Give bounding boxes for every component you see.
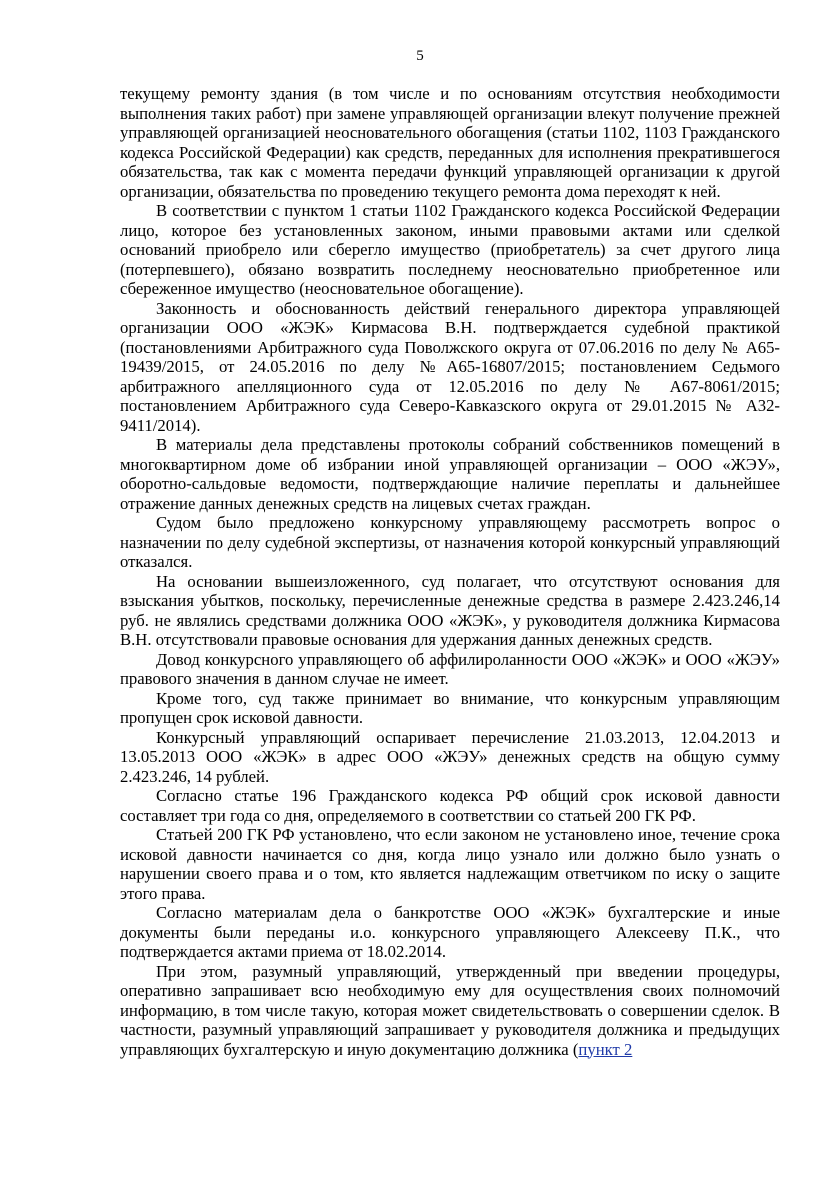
paragraph: Довод конкурсного управляющего об аффилироланности ООО «ЖЭК» и ООО «ЖЭУ» правового значения в данном случае не имеет. (120, 649, 780, 688)
law-reference-link[interactable]: пункт 2 (578, 1039, 633, 1059)
paragraph: Кроме того, суд также принимает во внимание, что конкурсным управляющим пропущен срок исковой давности. (120, 688, 780, 727)
last-paragraph-text: При этом, разумный управляющий, утвержденный при введении процедуры, оперативно запрашивает всю необходимую ему для осуществления своих полномочий информацию, в том числе такую, которая может свидетельствовать о совершении сделок. В частности, разумный управляющий запрашивает у руководителя должника и предыдущих управляющих бухгалтерскую и иную документацию должника ( (120, 961, 780, 1059)
document-body (120, 84, 780, 1059)
paragraph: В материалы дела представлены протоколы собраний собственников помещений в многоквартирном доме об избрании иной управляющей организации – ООО «ЖЭУ», оборотно-сальдовые ведомости, подтверждающие наличие переплаты и дальнейшее отражение данных денежных средств на лицевых счетах граждан. (120, 435, 780, 513)
paragraph: Законность и обоснованность действий генерального директора управляющей организации ООО «ЖЭК» Кирмасова В.Н. подтверждается судебной практикой (постановлениями Арбитражного суда Поволжского округа от 07.06.2016 по делу № А65-19439/2015, от 24.05.2016 по делу №А65-16807/2015; постановлением Седьмого арбитражного апелляционного суда от 12.05.2016 по делу № А67-8061/2015; постановлением Арбитражного суда Северо-Кавказского округа от 29.01.2015 № А32-9411/2014). (120, 298, 780, 435)
paragraph: Судом было предложено конкурсному управляющему рассмотреть вопрос о назначении по делу судебной экспертизы, от назначения которой конкурсный управляющий отказался. (120, 513, 780, 571)
last-paragraph (120, 962, 780, 1060)
paragraph: Статьей 200 ГК РФ установлено, что если законом не установлено иное, течение срока исковой давности начинается со дня, когда лицо узнало или должно было узнать о нарушении своего права и о том, кто является надлежащим ответчиком по иску о защите этого права. (120, 825, 780, 903)
paragraph: Согласно статье 196 Гражданского кодекса РФ общий срок исковой давности составляет три года со дня, определяемого в соответствии со статьей 200 ГК РФ. (120, 786, 780, 825)
page-number: 5 (416, 48, 424, 64)
paragraph: Согласно материалам дела о банкротстве ООО «ЖЭК» бухгалтерские и иные документы были переданы и.о. конкурсного управляющего Алексееву П.К., что подтверждается актами приема от 18.02.2014. (120, 903, 780, 961)
paragraph: Конкурсный управляющий оспаривает перечисление 21.03.2013, 12.04.2013 и 13.05.2013 ООО «ЖЭК» в адрес ООО «ЖЭУ» денежных средств на общую сумму 2.423.246, 14 рублей. (120, 727, 780, 786)
paragraph: На основании вышеизложенного, суд полагает, что отсутствуют основания для взыскания убытков, поскольку, перечисленные денежные средства в размере 2.423.246,14 руб. не являлись средствами должника ООО «ЖЭК», у руководителя должника Кирмасова В.Н. отсутствовали правовые основания для удержания данных денежных средств. (120, 571, 780, 649)
paragraph: В соответствии с пунктом 1 статьи 1102 Гражданского кодекса Российской Федерации лицо, которое без установленных законом, иными правовыми актами или сделкой оснований приобрело или сберегло имущество (приобретатель) за счет другого лица (потерпевшего), обязано возвратить последнему неосновательно приобретенное или сбереженное имущество (неосновательное обогащение). (120, 201, 780, 298)
paragraph: текущему ремонту здания (в том числе и по основаниям отсутствия необходимости выполнения таких работ) при замене управляющей организации влекут получение прежней управляющей организацией неосновательного обогащения (статьи 1102, 1103 Гражданского кодекса Российской Федерации) как средств, переданных для исполнения прекратившегося обязательства, так как с момента передачи функций управляющей организации к другой организации, обязательства по проведению текущего ремонта дома переходят к ней. (120, 84, 780, 201)
